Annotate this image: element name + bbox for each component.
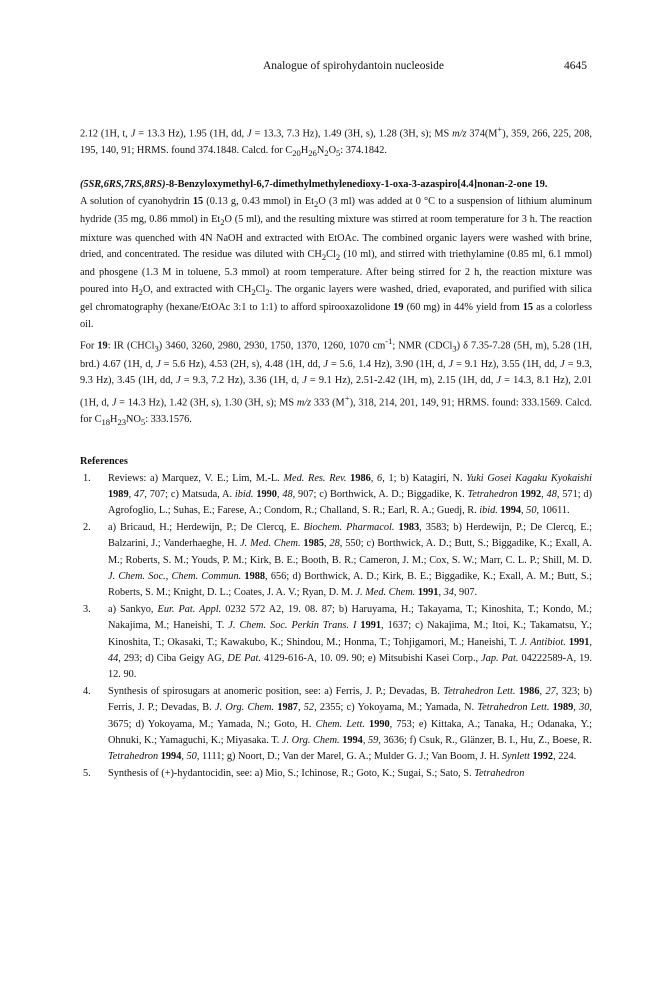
page-number: 4645 [564,60,587,72]
experimental-procedure: A solution of cyanohydrin 15 (0.13 g, 0.43 mmol) in $Et_2O$ (3 ml) was added at 0 °C to a suspension of lithium aluminum hydride (35 mg, 0.86 mmol) in $Et_2O$ (5 ml), and the resulting mixture was stirred at room temperature for 3 h. The reaction mixture was quenched with 4N NaOH and extracted with EtOAc. The combined organic layers were washed with brine, dried, and concentrated. The residue was diluted with $CH_2Cl_2$ (10 ml), and stirred with triethylamine (0.85 ml, 6.1 mmol) and phosgene (1.3 M in toluene, 5.3 mmol) at room temperature. After being stirred for 2 h, the reaction mixture was poured into $H_2O$, and extracted with $CH_2Cl_2$. The organic layers were washed, dried, evaporated, and purified with silica gel chromatography (hexane/EtOAc 3:1 to 1:1) to afford spirooxazolidone 19 (60 mg) in 44% yield from 15 as a colorless oil. [80,195,593,330]
reference-item: 5. Synthesis of (+)-hydantocidin, see: a) Mio, S.; Ichinose, R.; Goto, K.; Sugai, S.; Sato, S. Tetrahedron [83,767,525,779]
reference-item: 1. Reviews: a) Marquez, V. E.; Lim, M.-L. Med. Res. Rev. 1986, 6, 1; b) Katagiri, N. Yuki Gosei Kagaku Kyokaishi 1989, 47, 707; c) Matsuda, A. ibid. 1990, 48, 907; c) Borthwick, A. D.; Biggadike, K. Tetrahedron 1992, 48, 571; d) Agrofoglio, L.; Suhas, E.; Farese, A.; Condom, R.; Challand, S. R.; Earl, R. A.; Guedj, R. ibid. 1994, 50, 10611. [83,472,593,517]
running-header [120,58,587,74]
compound-19-spectral-data: For 19: IR (CHCl$_3$) 3460, 3260, 2980, 2930, 1750, 1370, 1260, 1070 $cm^{-1}$; NMR (CDCl$_3$) δ 7.35-7.28 (5H, m), 5.28 (1H, brd.) 4.67 (1H, d, J = 5.6 Hz), 4.53 (2H, s), 4.48 (1H, dd, J = 5.6, 1.4 Hz), 3.90 (1H, d, J = 9.1 Hz), 3.55 (1H, dd, J = 9.3, 9.3 Hz), 3.45 (1H, dd, J = 9.3, 7.2 Hz), 3.36 (1H, d, J = 9.1 Hz), 2.51-2.42 (1H, m), 2.15 (1H, dd, J = 14.3, 8.1 Hz), 2.01 (1H, d, J = 14.3 Hz), 1.42 (3H, s), 1.30 (3H, s); MS m/z 333 (M+), 318, 214, 201, 149, 91; HRMS. found: 333.1569. Calcd. for $C_{18}H_{23}NO_5$: 333.1576. [80,336,593,427]
spectral-data-continued: 2.12 (1H, t, J = 13.3 Hz), 1.95 (1H, dd, J = 13.3, 7.3 Hz), 1.49 (3H, s), 1.28 (3H, s); MS m/z 374(M+), 359, 266, 225, 208, 195, 140, 91; HRMS. found 374.1848. Calcd. for $C_{20}H_{26}N_2O_5$: 374.1842. [80,124,592,158]
reference-item: 2. a) Bricaud, H.; Herdewijn, P.; De Clercq, E. Biochem. Pharmacol. 1983, 3583; b) Herdewijn, P.; De Clercq, E.; Balzarini, J.; Vanderhaeghe, H. J. Med. Chem. 1985, 28, 550; c) Borthwick, A. D.; Butt, S.; Biggadike, K.; Exall, A. M.; Roberts, S. M.; Youds, P. M.; Kirk, B. E.; Booth, B. R.; Cameron, J. M.; Cox, S. W.; Marr, C. L. P.; Shill, M. D. J. Chem. Soc., Chem. Commun. 1988, 656; d) Borthwick, A. D.; Kirk, B. E.; Biggadike, K.; Exall, A. M.; Butt, S.; Roberts, S. M.; Knight, D. L.; Coates, J. A. V.; Ryan, D. M. J. Med. Chem. 1991, 34, 907. [83,521,592,599]
reference-item: 4. Synthesis of spirosugars at anomeric position, see: a) Ferris, J. P.; Devadas, B. Tetrahedron Lett. 1986, 27, 323; b) Ferris, J. P.; Devadas, B. J. Org. Chem. 1987, 52, 2355; c) Yokoyama, M.; Yamada, N. Tetrahedron Lett. 1989, 30, 3675; d) Yokoyama, M.; Yamada, N.; Goto, H. Chem. Lett. 1990, 753; e) Kittaka, A.; Tanaka, H.; Odanaka, Y.; Ohnuki, K.; Yamaguchi, K.; Miyasaka. T. J. Org. Chem. 1994, 59, 3636; f) Csuk, R., Glänzer, B. I., Hu, Z., Boese, R. Tetrahedron 1994, 50, 1111; g) Noort, D.; Van der Marel, G. A.; Mulder G. J.; Van Boom, J. H. Synlett 1992, 224. [83,685,593,763]
references-heading: References [80,456,128,468]
running-title: Analogue of spirohydantoin nucleoside [262,60,445,72]
article-body [80,121,592,782]
reference-item: 3. a) Sankyo, Eur. Pat. Appl. 0232 572 A2, 19. 08. 87; b) Haruyama, H.; Takayama, T.; Kinoshita, T.; Kondo, M.; Nakajima, M.; Haneishi, T. J. Chem. Soc. Perkin Trans. I 1991, 1637; c) Nakajima, M.; Itoi, K.; Takamatsu, Y.; Kinoshita, T.; Okasaki, T.; Kawakubo, K.; Shindou, M.; Honma, T.; Tohjigamori, M.; Haneishi, T. J. Antibiot. 1991, 44, 293; d) Ciba Geigy AG, DE Pat. 4129-616-A, 10. 09. 90; e) Mitsubishi Kasei Corp., Jap. Pat. 04222589-A, 19. 12. 90. [83,603,593,681]
compound-heading: (5SR,6RS,7RS,8RS)-8-Benzyloxymethyl-6,7-dimethylmethylenedioxy-1-oxa-3-azaspiro[4.4]nonan-2-one 19. [80,179,548,191]
